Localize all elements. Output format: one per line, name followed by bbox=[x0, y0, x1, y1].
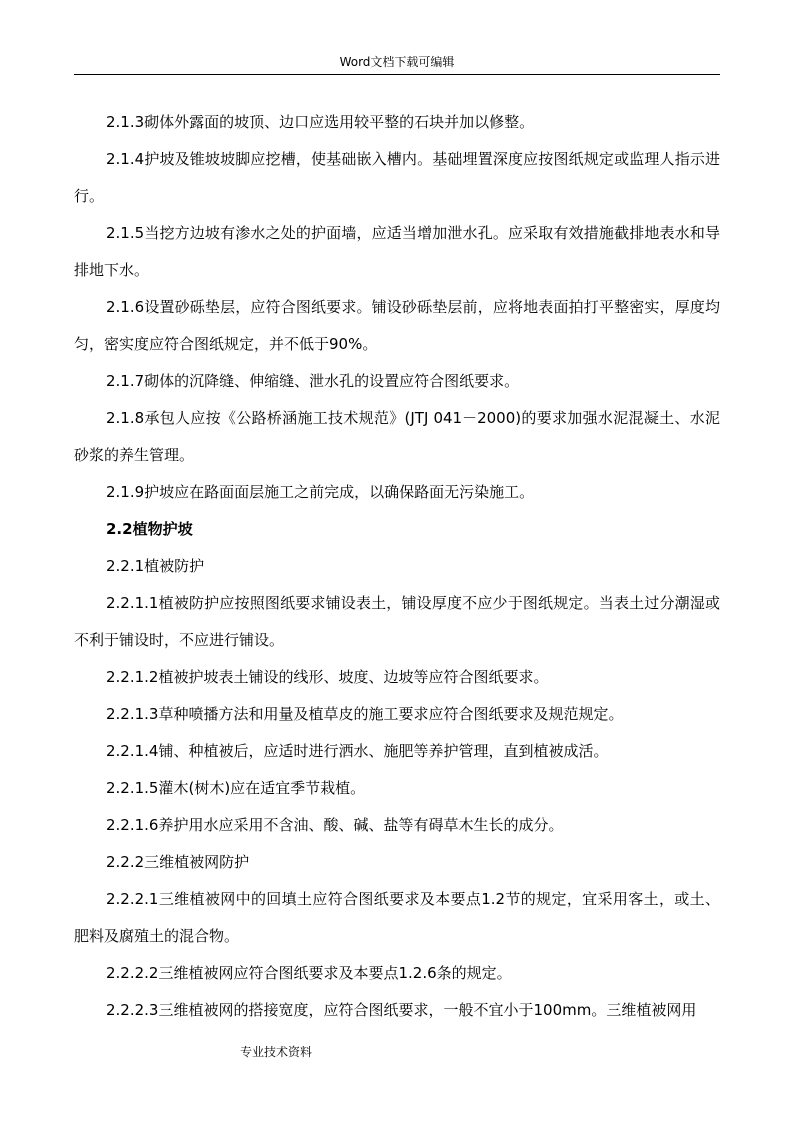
paragraph-2-1-4: 2.1.4护坡及锥坡坡脚应挖槽，使基础嵌入槽内。基础埋置深度应按图纸规定或监理人指示进行。 bbox=[74, 150, 720, 205]
paragraph-2-2-1-6: 2.2.1.6养护用水应采用不含油、酸、碱、盐等有碍草木生长的成分。 bbox=[106, 816, 564, 834]
paragraph-2-2-1-1: 2.2.1.1植被防护应按照图纸要求铺设表土，铺设厚度不应少于图纸规定。当表土过分潮湿或不利于铺设时，不应进行铺设。 bbox=[74, 594, 720, 649]
paragraph-2-1-9: 2.1.9护坡应在路面面层施工之前完成，以确保路面无污染施工。 bbox=[106, 483, 535, 501]
footer-text: 专业技术资料 bbox=[240, 1045, 313, 1059]
paragraph-2-2-1-5: 2.2.1.5灌木(树木)应在适宜季节栽植。 bbox=[106, 779, 366, 797]
paragraph-2-1-5: 2.1.5当挖方边坡有渗水之处的护面墙，应适当增加泄水孔。应采取有效措施截排地表水和导排地下水。 bbox=[74, 224, 720, 279]
paragraph-2-2-1-3: 2.2.1.3草种喷播方法和用量及植草皮的施工要求应符合图纸要求及规范规定。 bbox=[106, 705, 624, 723]
paragraph-2-1-6: 2.1.6设置砂砾垫层，应符合图纸要求。铺设砂砾垫层前，应将地表面拍打平整密实，厚度均匀，密实度应符合图纸规定，并不低于90%。 bbox=[74, 298, 720, 353]
subsection-heading-2-2-1: 2.2.1植被防护 bbox=[106, 557, 205, 575]
paragraph-2-2-1-2: 2.2.1.2植被护坡表土铺设的线形、坡度、边坡等应符合图纸要求。 bbox=[106, 668, 549, 686]
document-body bbox=[74, 104, 720, 1029]
paragraph-2-1-3: 2.1.3砌体外露面的坡顶、边口应选用较平整的石块并加以修整。 bbox=[106, 113, 535, 131]
subsection-heading-2-2-2: 2.2.2三维植被网防护 bbox=[106, 853, 250, 871]
paragraph-2-1-8: 2.1.8承包人应按《公路桥涵施工技术规范》(JTJ 041－2000)的要求加强水泥混凝土、水泥砂浆的养生管理。 bbox=[74, 409, 720, 464]
paragraph-2-1-7: 2.1.7砌体的沉降缝、伸缩缝、泄水孔的设置应符合图纸要求。 bbox=[106, 372, 520, 390]
header-title: Word文档下载可编辑 bbox=[339, 55, 455, 69]
section-heading-2-2: 2.2植物护坡 bbox=[106, 520, 193, 538]
paragraph-2-2-1-4: 2.2.1.4铺、种植被后，应适时进行洒水、施肥等养护管理，直到植被成活。 bbox=[106, 742, 609, 760]
paragraph-2-2-2-2: 2.2.2.2三维植被网应符合图纸要求及本要点1.2.6条的规定。 bbox=[106, 964, 512, 982]
page-footer bbox=[240, 1046, 312, 1058]
paragraph-2-2-2-3: 2.2.2.3三维植被网的搭接宽度，应符合图纸要求，一般不宜小于100mm。三维植被网用 bbox=[106, 1001, 697, 1019]
paragraph-2-2-2-1: 2.2.2.1三维植被网中的回填土应符合图纸要求及本要点1.2节的规定，宜采用客土，或土、肥料及腐殖土的混合物。 bbox=[74, 890, 720, 945]
page-header bbox=[74, 56, 720, 75]
